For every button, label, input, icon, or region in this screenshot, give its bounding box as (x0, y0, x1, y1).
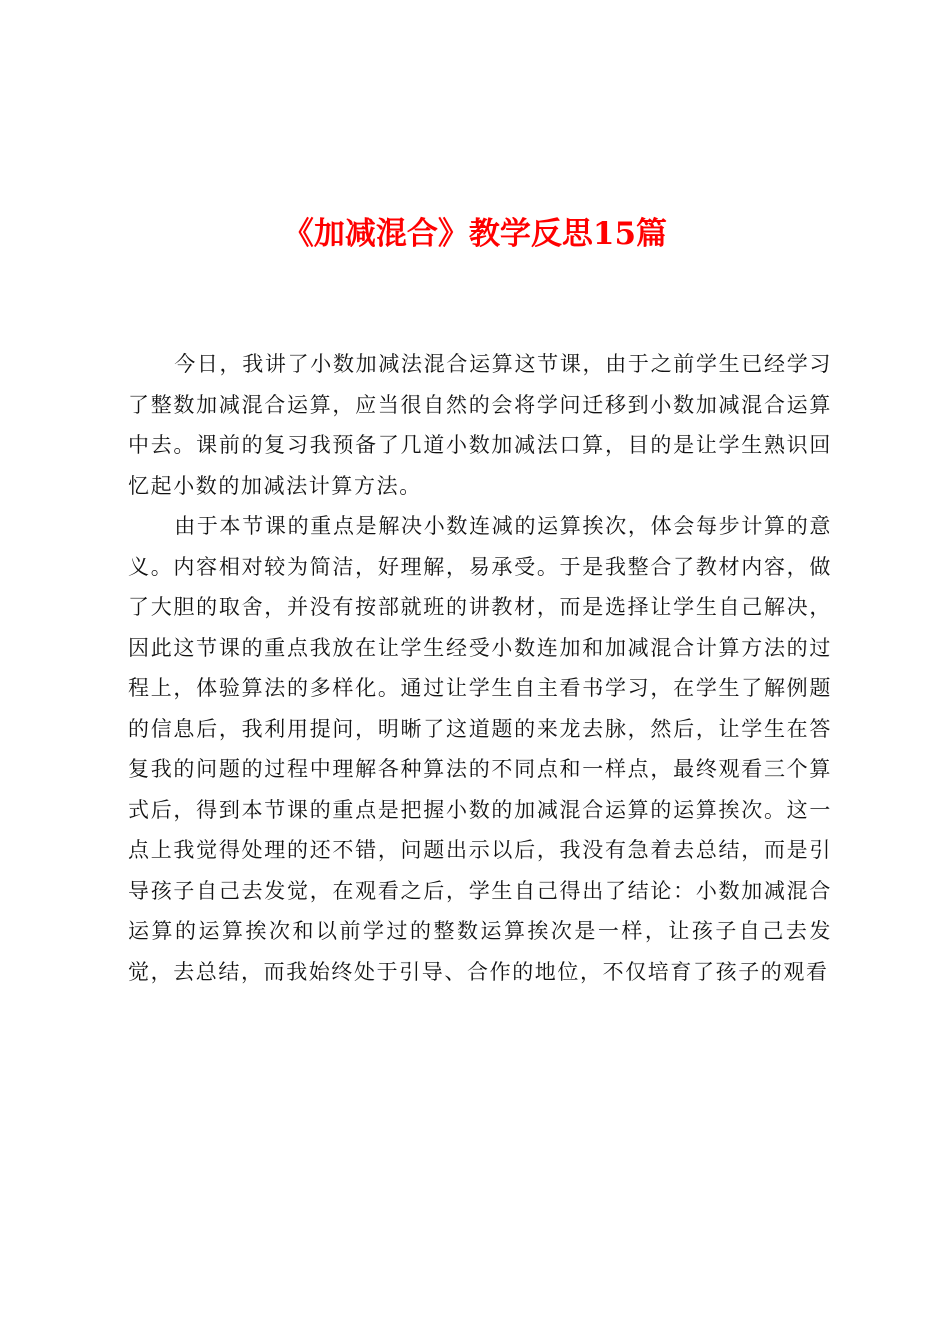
document-body (128, 344, 832, 992)
paragraph-2: 由于本节课的重点是解决小数连减的运算挨次，体会每步计算的意义。内容相对较为简洁，好理解，易承受。于是我整合了教材内容，做了大胆的取舍，并没有按部就班的讲教材，而是选择让学生自己解决，因此这节课的重点我放在让学生经受小数连加和加减混合计算方法的过程上，体验算法的多样化。通过让学生自主看书学习，在学生了解例题的信息后，我利用提问，明晰了这道题的来龙去脉，然后，让学生在答复我的问题的过程中理解各种算法的不同点和一样点，最终观看三个算式后，得到本节课的重点是把握小数的加减混合运算的运算挨次。这一点上我觉得处理的还不错，问题出示以后，我没有急着去总结，而是引导孩子自己去发觉，在观看之后，学生自己得出了结论：小数加减混合运算的运算挨次和以前学过的整数运算挨次是一样，让孩子自己去发觉，去总结，而我始终处于引导、合作的地位，不仅培育了孩子的观看 (128, 514, 832, 984)
document-title: 《加减混合》教学反思15篇 (282, 216, 668, 252)
paragraph-1: 今日，我讲了小数加减法混合运算这节课，由于之前学生已经学习了整数加减混合运算，应当很自然的会将学问迁移到小数加减混合运算中去。课前的复习我预备了几道小数加减法口算，目的是让学生熟识回忆起小数的加减法计算方法。 (128, 352, 832, 498)
